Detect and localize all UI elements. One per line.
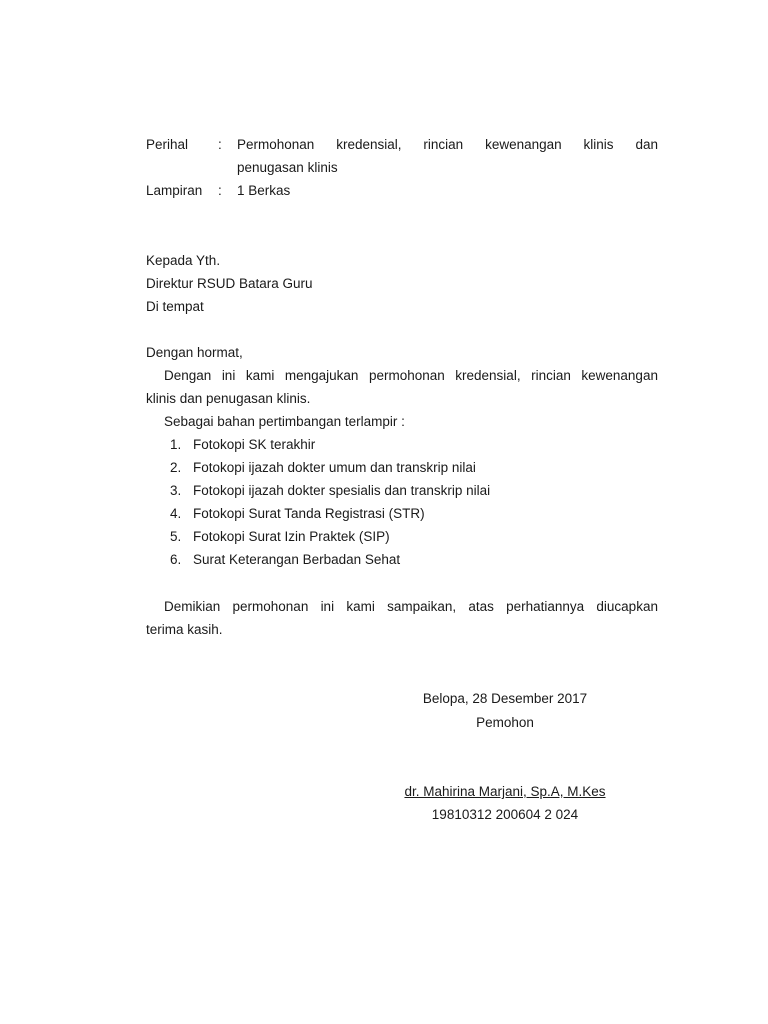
- letter-body: [146, 341, 658, 571]
- list-item-text: Surat Keterangan Berbadan Sehat: [193, 552, 401, 567]
- closing-word: sampaikan,: [387, 599, 457, 614]
- list-item: [146, 433, 658, 456]
- recipient-line: Kepada Yth.: [146, 253, 221, 268]
- perihal-row-continued: [146, 156, 658, 179]
- list-item-number: 1.: [170, 437, 182, 452]
- closing-word: diucapkan: [596, 599, 658, 614]
- list-item-text: Fotokopi Surat Tanda Registrasi (STR): [193, 506, 425, 521]
- perihal-word: klinis: [583, 137, 614, 152]
- list-item-text: Fotokopi ijazah dokter umum dan transkrip nilai: [193, 460, 476, 475]
- paragraph-word: kewenangan: [581, 368, 658, 383]
- paragraph-intro-line1: [146, 364, 658, 387]
- perihal-value-line1: [237, 133, 658, 156]
- list-item-text: Fotokopi SK terakhir: [193, 437, 316, 452]
- closing-word: atas: [468, 599, 494, 614]
- list-item-text: Fotokopi ijazah dokter spesialis dan transkrip nilai: [193, 483, 491, 498]
- salutation: Dengan hormat,: [146, 345, 243, 360]
- letter-header: [146, 133, 658, 202]
- closing-word: perhatiannya: [506, 599, 585, 614]
- perihal-label: Perihal: [146, 137, 189, 152]
- closing-word: Demikian: [164, 599, 221, 614]
- list-item-number: 2.: [170, 460, 182, 475]
- signer-name-text: dr. Mahirina Marjani, Sp.A, M.Kes: [404, 784, 606, 799]
- closing-line1: [146, 595, 658, 618]
- list-item-number: 6.: [170, 552, 182, 567]
- closing-word: ini: [320, 599, 335, 614]
- list-item: [146, 479, 658, 502]
- paragraph-word: Dengan: [164, 368, 212, 383]
- paragraph-word: rincian: [531, 368, 571, 383]
- perihal-word: Permohonan: [237, 137, 315, 152]
- list-item-number: 5.: [170, 529, 182, 544]
- perihal-word: dan: [635, 137, 658, 152]
- perihal-value-line2: penugasan klinis: [237, 160, 338, 175]
- place-date: Belopa, 28 Desember 2017: [422, 691, 588, 706]
- closing-paragraph: [146, 595, 658, 641]
- paragraph-word: kredensial,: [455, 368, 521, 383]
- list-item: [146, 502, 658, 525]
- paragraph-word: permohonan: [368, 368, 445, 383]
- perihal-colon: :: [218, 137, 222, 152]
- lampiran-row: [146, 179, 658, 202]
- list-item-text: Fotokopi Surat Izin Praktek (SIP): [193, 529, 390, 544]
- recipient-line: Direktur RSUD Batara Guru: [146, 276, 313, 291]
- paragraph-word: mengajukan: [284, 368, 359, 383]
- paragraph-word: kami: [245, 368, 275, 383]
- closing-line2: terima kasih.: [146, 622, 223, 637]
- paragraph-word: ini: [221, 368, 236, 383]
- lampiran-colon: :: [218, 183, 222, 198]
- lampiran-value: 1 Berkas: [237, 183, 291, 198]
- list-item-number: 3.: [170, 483, 182, 498]
- paragraph-intro-line2: klinis dan penugasan klinis.: [146, 391, 311, 406]
- list-item-number: 4.: [170, 506, 182, 521]
- perihal-word: rincian: [423, 137, 464, 152]
- recipient-line: Di tempat: [146, 299, 204, 314]
- signer-role: Pemohon: [476, 715, 534, 730]
- closing-word: permohonan: [232, 599, 309, 614]
- list-item: [146, 456, 658, 479]
- list-item: [146, 548, 658, 571]
- perihal-word: kredensial,: [336, 137, 402, 152]
- lampiran-label: Lampiran: [146, 183, 203, 198]
- attachments-intro: Sebagai bahan pertimbangan terlampir :: [164, 414, 405, 429]
- signer-name: [380, 780, 630, 803]
- perihal-row: [146, 133, 658, 156]
- recipient-block: [146, 249, 658, 318]
- perihal-word: kewenangan: [485, 137, 562, 152]
- signer-nip: 19810312 200604 2 024: [431, 807, 579, 822]
- attachments-list: [146, 433, 658, 571]
- list-item: [146, 525, 658, 548]
- closing-word: kami: [346, 599, 375, 614]
